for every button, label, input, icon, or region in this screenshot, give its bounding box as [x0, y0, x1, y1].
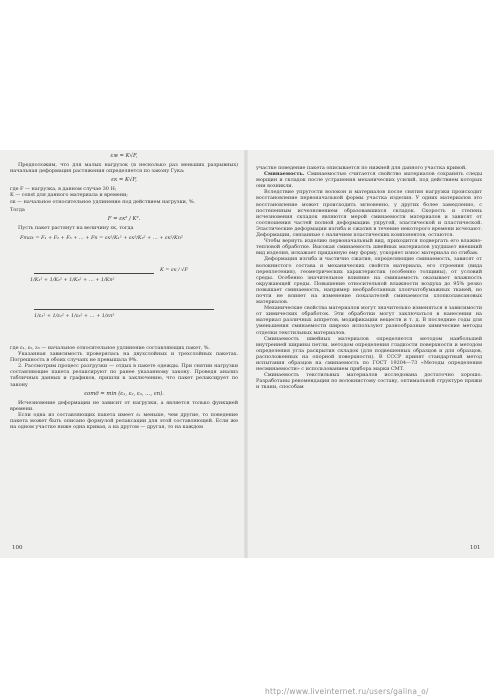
fmax-formula: Fmax = F₁ + F₂ + F₃ + … + Fп = εк²/K₁² + εк²/K₂² + … + εк²/Kп²	[20, 234, 183, 241]
fmax-formula-block	[10, 233, 238, 343]
fraction-bar	[34, 273, 154, 274]
eps-denominator: 1/ε₁² + 1/ε₂² + 1/ε₃² + … + 1/εп²	[34, 312, 115, 319]
left-paragraph-3: Исчезновение деформации не зависит от нагрузки, а является только функцией времени.	[10, 399, 238, 412]
def-f: где F — нагрузка, в данном случае 30 Н;	[10, 186, 117, 193]
right-paragraph-4: Деформация изгиба и частично сжатия, определяющие сминаемость, зависят от волокнистого состава и механических свойств материала, его строения (вида переплетения), геометрических характеристик (особенно толщины), от условий среды. Особенно значительное влияние на сминаемость оказывает влажность окружающей среды. Повышение относительной влажности воздуха до 95% резко повышает сминаемость, например необработанных хлопчатобумажных тканей, но почти не влияет на изменение показателей сминаемости хлопколавсановых материалов.	[256, 256, 482, 306]
defs-after: где ε₁, ε₂, ε₃ — начальное относительное удлинение составляющих пакет, %.	[10, 344, 211, 351]
k-formula: K = εк / √F	[160, 266, 188, 273]
left-paragraph-2: 2. Рассмотрим процесс разгрузки — отдых в пакете одежды. При снятии нагрузки составляющие пакета релаксируют по ранее указанному закону. Проведя анализ табличных данных и графиков, пришли к заключению, что пакет релаксирует по закону	[10, 363, 238, 388]
increment-line: Пусть пакет растянут на величину εк, тогда	[18, 224, 134, 231]
top-formula: εм = K√F,	[110, 153, 138, 159]
hooke-formula: εк = K√F,	[111, 177, 137, 184]
right-paragraph-3: Чтобы вернуть изделию первоначальный вид, приходится подвергать его влажно-тепловой обработке. Высокая сминаемость швейных материалов ухудшает внешний вид изделия, искажает приданную ему форму, ускоряет износ материала по сгибам.	[256, 238, 482, 257]
right-paragraph-6: Сминаемость швейных материалов определяется методом наибольшей внутренней ширины петли, методом определения гладкости поверхности и методом определения угла раскрытия складок (для подвешенных образцов и для образцов, расположенных на опорной поверхности). В СССР принят стандартный метод испытания образцов на сминаемость по ГОСТ 19204—73 «Методы определения несминаемости» с использованием прибора марки СМТ.	[256, 335, 482, 373]
then-label: Тогда	[10, 206, 25, 213]
right-paragraph-0: участке поведение пакета описывается по нижней для данного участка кривой.	[256, 165, 467, 171]
definitions	[10, 186, 238, 204]
right-paragraph-1-text: Сминаемостью считается свойство материалов сохранять следы морщин и складок после устранения механических усилий, под действием которых они возникли.	[256, 171, 482, 190]
right-paragraph-2: Вследствие упругости волокон и материалов после снятия нагрузки происходит восстановление первоначальной формы участка изделия. У одних материалов это восстановление может происходить мгновенно, у других более замедленно, с постепенным исчезновением образовавшихся складок. Скорость и степень исчезновения складок являются мерой сминаемости материалов и зависят от соотношения частей полной деформации: упругой, эластической и пластической. Эластические деформации изгиба и сжатия в течение некоторого времени исчезают. Деформации, связанные с наличием пластических компонентов, остаются.	[256, 189, 482, 239]
left-intro-paragraph: Предположим, что для малых нагрузок (в несколько раз меньших разрывных) начальная деформация растяжения определяется по закону Гука:	[10, 162, 238, 175]
left-page	[10, 150, 238, 430]
source-url[interactable]: http://www.liveinternet.ru/users/galina_o/	[265, 687, 429, 696]
book-gutter	[244, 150, 248, 558]
right-paragraph-5: Механические свойства материалов могут значительно изменяться в зависимости от химических обработок. Эти обработки могут заключаться в нанесении на материал различных аппретов, модификации веществ и т. д. В последние годы для уменьшения сминаемости широко используют разнообразные химические методы отделки текстильных материалов.	[256, 305, 482, 336]
left-page-number: 100	[12, 545, 23, 551]
right-page-number: 101	[470, 545, 481, 551]
left-paragraph-4: Если одна из составляющих пакета имеет ε₁ меньше, чем другие, то поведение пакета может быть описано формулой релаксации для этой составляющей. Если же на одном участке ниже одна кривая, а на другом — другая, то на каждом	[10, 411, 238, 431]
fraction-bar-2	[34, 309, 214, 310]
right-paragraph-1	[256, 171, 482, 189]
left-paragraph-1: Указанная зависимость проверялась на двухслойных и трехслойных пакетах. Погрешность в обоих случаях не превышала 9%.	[10, 351, 238, 364]
f-formula: F = εк² / K².	[107, 215, 141, 222]
def-e: εк — начальное относительное удлинение под действием нагрузки, %.	[10, 198, 196, 205]
min-formula: εотд = min (ε₁, ε₂, ε₃, …, εп).	[84, 390, 164, 397]
fraction-denominator: 1/K₁² + 1/K₂² + 1/K₃² + … + 1/Kп²	[30, 276, 115, 283]
right-paragraph-7: Сминаемость текстильных материалов исследована достаточно хорошо. Разработаны рекомендации по волокнистому составу, оптимальной структуре пряжи и ткани, способам	[256, 372, 482, 391]
right-page	[256, 165, 482, 390]
heading-sminaemost: Сминаемость.	[264, 171, 305, 178]
def-k: K — const для данного материала и времени;	[10, 192, 128, 199]
